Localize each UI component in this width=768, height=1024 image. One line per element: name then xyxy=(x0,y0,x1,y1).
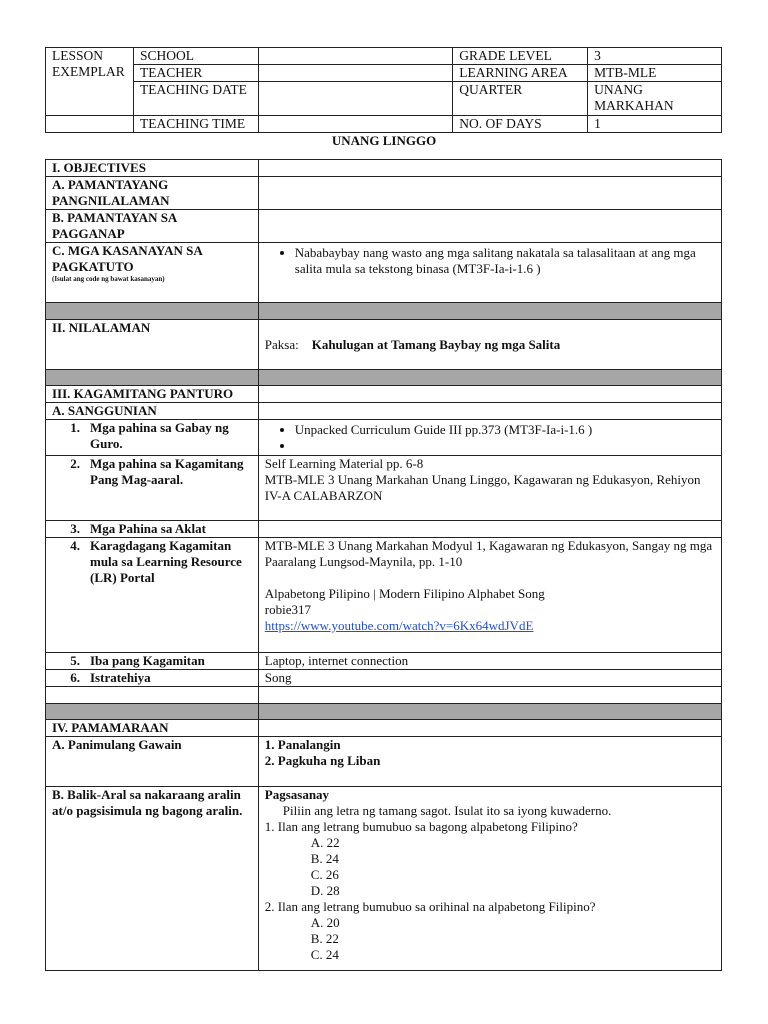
q2-choice-c: C. 24 xyxy=(310,947,339,962)
item-4-value: MTB-MLE 3 Unang Markahan Modyul 1, Kagawaran ng Edukasyon, Sangay ng mga Paaralang Lungsod-Maynila, pp. 1-10 xyxy=(264,538,713,569)
grade-level-value: 3 xyxy=(588,48,722,65)
teacher-value xyxy=(258,65,452,82)
item-6-value: Song xyxy=(258,670,721,687)
procedure-heading: IV. PAMAMARAAN xyxy=(46,720,259,737)
objective-c-note: (Isulat ang code ng bawat kasanayan) xyxy=(52,275,165,283)
week-title: UNANG LINGGO xyxy=(331,133,437,148)
item-3-label: Mga Pahina sa Aklat xyxy=(90,521,206,536)
item-3-value xyxy=(258,521,721,538)
objective-c-cell xyxy=(46,243,259,303)
objective-b-label: B. PAMANTAYAN SA PAGGANAP xyxy=(46,210,259,243)
item-3-num: 3. xyxy=(70,521,80,536)
youtube-link[interactable]: https://www.youtube.com/watch?v=6Kx64wdJVdE xyxy=(264,618,534,633)
procedure-b-label: B. Balik-Aral sa nakaraang aralin at/o pagsisimula ng bagong aralin. xyxy=(46,787,259,971)
header-table xyxy=(45,47,722,133)
item-4-label: Karagdagang Kagamitan mula sa Learning Resource (LR) Portal xyxy=(90,538,242,585)
q1-choice-b: B. 24 xyxy=(310,851,339,866)
objective-a-label: A. PAMANTAYANG PANGNILALAMAN xyxy=(46,177,259,210)
item-5-label: Iba pang Kagamitan xyxy=(90,653,205,668)
quarter-value: UNANG MARKAHAN xyxy=(588,82,722,116)
teaching-time-value xyxy=(258,116,452,133)
teaching-date-label: TEACHING DATE xyxy=(133,82,258,116)
item-6-label: Istratehiya xyxy=(90,670,151,685)
objective-c-value: • Nababaybay nang wasto ang mga salitang nakatala sa talasalitaan at ang mga salita mula sa tekstong binasa (MT3F-Ia-i-1.6 ) xyxy=(295,245,715,277)
teaching-date-value xyxy=(258,82,452,116)
question-1: 1. Ilan ang letrang bumubuo sa bagong alpabetong Filipino? xyxy=(264,819,578,834)
q1-choice-a: A. 22 xyxy=(310,835,340,850)
content-heading: II. NILALAMAN xyxy=(46,320,259,370)
days-label: NO. OF DAYS xyxy=(453,116,588,133)
lesson-exemplar-label: LESSON EXEMPLAR xyxy=(46,48,134,116)
item-1-label: Mga pahina sa Gabay ng Guro. xyxy=(90,420,229,451)
item-5-value: Laptop, internet connection xyxy=(258,653,721,670)
item-1-value: • Unpacked Curriculum Guide III pp.373 (MT3F-Ia-i-1.6 ) xyxy=(295,422,715,438)
item-1-num: 1. xyxy=(70,420,80,435)
item-2-value: Self Learning Material pp. 6-8 xyxy=(264,456,424,471)
item-6-num: 6. xyxy=(70,670,80,685)
paksa-label: Paksa: xyxy=(264,336,299,352)
pagsasanay-title: Pagsasanay xyxy=(264,787,330,802)
pagsasanay-instruction: Piliin ang letra ng tamang sagot. Isulat ito sa iyong kuwaderno. xyxy=(282,803,612,818)
item-2-value2: MTB-MLE 3 Unang Markahan Unang Linggo, Kagawaran ng Edukasyon, Rehiyon IV-A CALABARZON xyxy=(264,472,701,503)
q2-choice-a: A. 20 xyxy=(310,915,340,930)
item-2-label: Mga pahina sa Kagamitang Pang Mag-aaral. xyxy=(90,456,244,487)
grade-level-label: GRADE LEVEL xyxy=(453,48,588,65)
teacher-label: TEACHER xyxy=(133,65,258,82)
item-2-num: 2. xyxy=(70,456,80,471)
procedure-a-label: A. Panimulang Gawain xyxy=(46,737,259,787)
q2-choice-b: B. 22 xyxy=(310,931,339,946)
teaching-time-label: TEACHING TIME xyxy=(133,116,258,133)
materials-heading: III. KAGAMITANG PANTURO xyxy=(46,386,259,403)
objective-c-label: C. MGA KASANAYAN SA PAGKATUTO xyxy=(52,243,203,274)
procedure-a-item-1: 1. Panalangin xyxy=(264,737,341,752)
q1-choice-c: C. 26 xyxy=(310,867,339,882)
item-4-num: 4. xyxy=(70,538,80,553)
quarter-label: QUARTER xyxy=(453,82,588,116)
learning-area-label: LEARNING AREA xyxy=(453,65,588,82)
paksa-value: Kahulugan at Tamang Baybay ng mga Salita xyxy=(311,336,561,352)
school-value xyxy=(258,48,452,65)
item-4-value2: Alpabetong Pilipino | Modern Filipino Alphabet Song xyxy=(264,586,545,601)
learning-area-value: MTB-MLE xyxy=(588,65,722,82)
procedure-a-item-2: 2. Pagkuha ng Liban xyxy=(264,753,381,768)
item-4-value3: robie317 xyxy=(264,602,311,617)
school-label: SCHOOL xyxy=(133,48,258,65)
days-value: 1 xyxy=(588,116,722,133)
question-2: 2. Ilan ang letrang bumubuo sa orihinal na alpabetong Filipino? xyxy=(264,899,596,914)
item-5-num: 5. xyxy=(70,653,80,668)
sanggunian-label: A. SANGGUNIAN xyxy=(46,403,259,420)
q1-choice-d: D. 28 xyxy=(310,883,340,898)
lesson-table xyxy=(45,159,722,971)
objectives-heading: I. OBJECTIVES xyxy=(46,160,259,177)
